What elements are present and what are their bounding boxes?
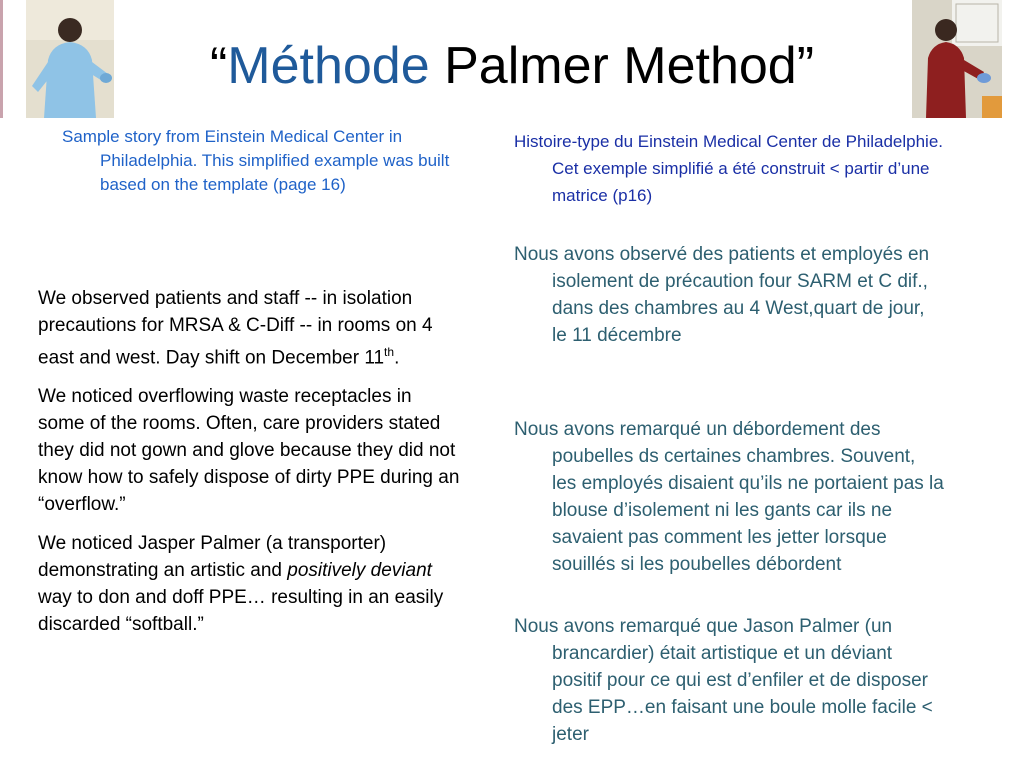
english-paragraph-1 <box>38 285 460 371</box>
french-paragraph-2: Nous avons remarqué un débordement des poubelles ds certaines chambres. Souvent, les employés disaient qu’ils ne portaient pas la blouse d’isolement ni les gants car ils ne savaient pas comment les jetter lorsque souillés si les poubelles débordent <box>514 419 944 575</box>
slide-title <box>0 37 1024 95</box>
english-paragraph-1-text: We observed patients and staff -- in isolation precautions for MRSA & C-Diff -- in rooms on 4 east and west. Day shift on December 11 <box>38 288 433 369</box>
title-french-word: Méthode <box>227 37 430 95</box>
title-english-words: Palmer Method <box>429 37 797 95</box>
french-paragraph-3: Nous avons remarqué que Jason Palmer (un brancardier) était artistique et un déviant positif pour ce qui est d’enfiler et de disposer des EPP…en faisant une boule molle facile < jeter <box>514 616 933 745</box>
subtitle-french-text: Histoire-type du Einstein Medical Center de Philadelphie. Cet exemple simplifié a été construit < partir d’une matrice (p16) <box>514 132 944 205</box>
title-close-quote: ” <box>796 37 815 95</box>
subtitle-english-text: Sample story from Einstein Medical Center in Philadelphia. This simplified example was built based on the template (page 16) <box>62 127 450 194</box>
english-body <box>38 285 460 650</box>
french-body-paragraph-3-block <box>514 613 944 748</box>
french-body-paragraph-1-block <box>514 241 944 349</box>
french-paragraph-1: Nous avons observé des patients et employés en isolement de précaution four SARM et C dif., dans des chambres au 4 West,quart de jour, le 11 décembre <box>514 244 930 346</box>
subtitle-english <box>62 125 482 197</box>
title-open-quote: “ <box>209 37 228 95</box>
english-paragraph-3-text-a: We noticed Jasper Palmer (a transporter) demonstrating an artistic and <box>38 533 387 582</box>
english-paragraph-3-text-b: way to don and doff PPE… resulting in an easily discarded “softball.” <box>38 587 444 636</box>
english-paragraph-1-end: . <box>394 347 400 369</box>
english-paragraph-2: We noticed overflowing waste receptacles in some of the rooms. Often, care providers stated they did not gown and glove because they did not know how to safely dispose of dirty PPE during an “overflow.” <box>38 386 460 516</box>
english-paragraph-3 <box>38 530 460 638</box>
subtitle-french <box>514 128 944 209</box>
english-paragraph-3-italic: positively deviant <box>287 560 432 582</box>
english-paragraph-1-superscript: th <box>384 345 395 359</box>
french-body-paragraph-2-block <box>514 416 944 578</box>
